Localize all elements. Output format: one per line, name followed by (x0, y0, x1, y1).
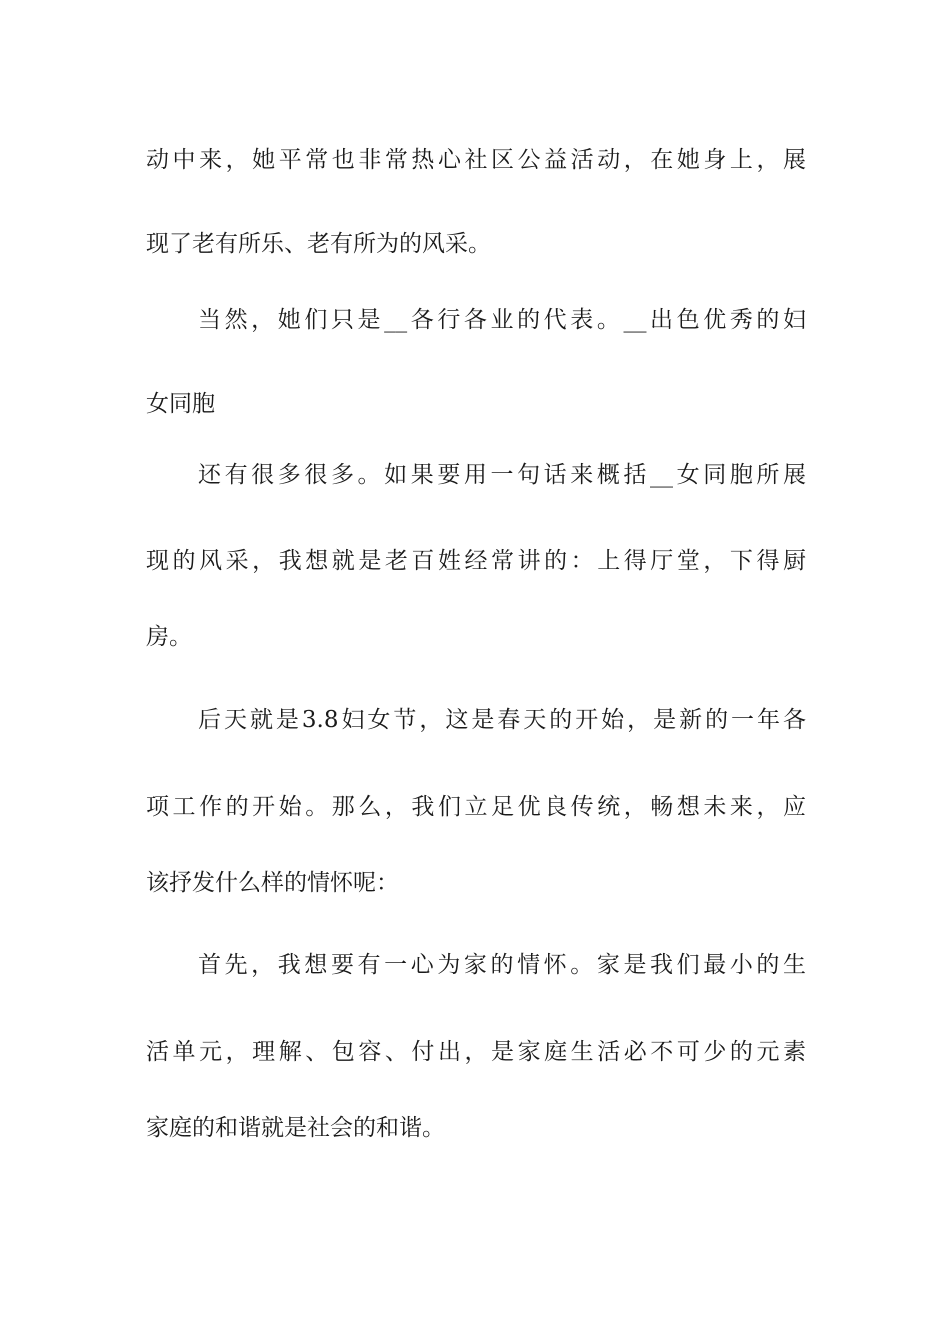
text-line: 现的风采，我想就是老百姓经常讲的：上得厅堂，下得厨 (146, 548, 806, 574)
text-line: 女同胞 (146, 391, 215, 417)
text-line: 首先，我想要有一心为家的情怀。家是我们最小的生 (198, 952, 806, 978)
text-line: 家庭的和谐就是社会的和谐。 (146, 1115, 445, 1141)
text-line: 当然，她们只是__各行各业的代表。__出色优秀的妇 (198, 307, 806, 333)
text-line: 动中来，她平常也非常热心社区公益活动，在她身上，展 (146, 147, 806, 173)
text-line: 该抒发什么样的情怀呢： (146, 870, 399, 896)
text-line: 现了老有所乐、老有所为的风采。 (146, 231, 491, 257)
text-line: 还有很多很多。如果要用一句话来概括__女同胞所展 (198, 462, 806, 488)
text-line: 项工作的开始。那么，我们立足优良传统，畅想未来，应 (146, 794, 806, 820)
text-line: 后天就是3.8妇女节，这是春天的开始，是新的一年各 (198, 707, 806, 733)
text-line: 房。 (146, 624, 192, 650)
text-line: 活单元，理解、包容、付出，是家庭生活必不可少的元素 (146, 1039, 806, 1065)
